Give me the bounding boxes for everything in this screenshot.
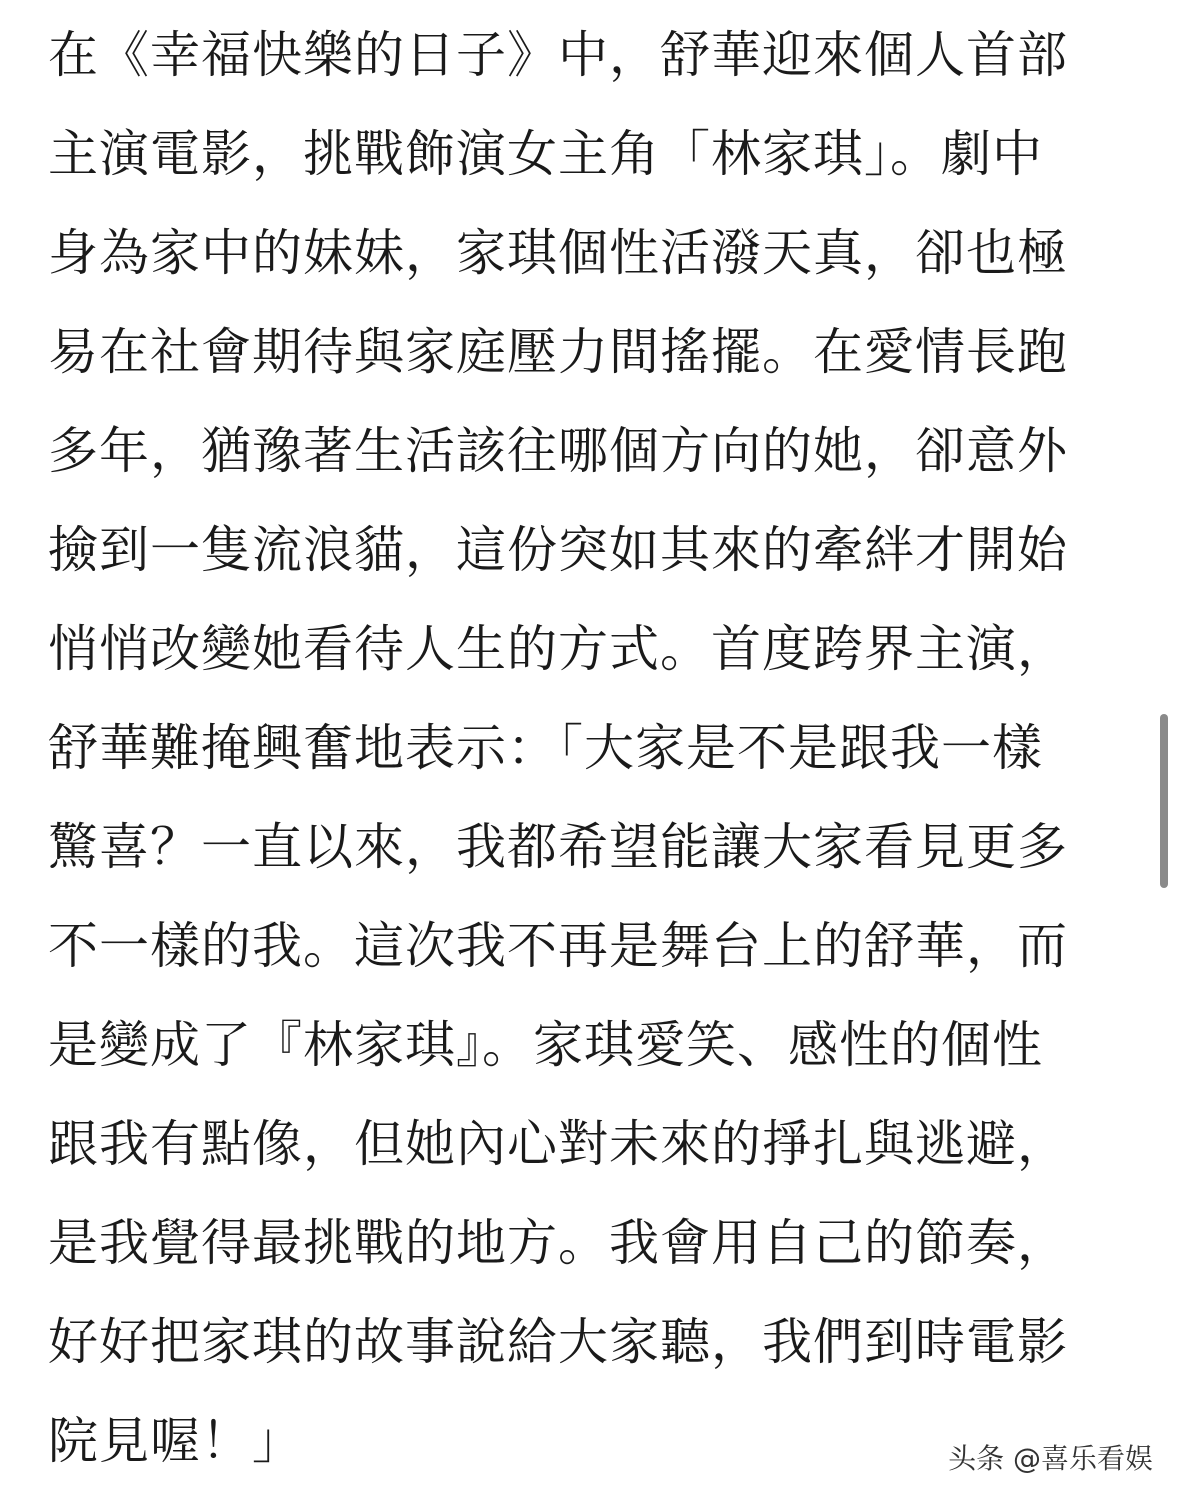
- article-line: 驚喜？一直以來，我都希望能讓大家看見更多: [48, 818, 1068, 876]
- article-line: 撿到一隻流浪貓，這份突如其來的牽絆才開始: [48, 521, 1068, 579]
- watermark: 头条 @喜乐看娱: [948, 1442, 1153, 1475]
- article-line: 是我覺得最挑戰的地方。我會用自己的節奏，: [48, 1214, 1068, 1272]
- article-line: 舒華難掩興奮地表示：「大家是不是跟我一樣: [48, 719, 1043, 777]
- article-line: 是變成了『林家琪』。家琪愛笑、感性的個性: [48, 1016, 1043, 1074]
- scrollbar-thumb[interactable]: [1160, 714, 1168, 888]
- article-line: 多年，猶豫著生活該往哪個方向的她，卻意外: [48, 422, 1068, 480]
- article-line: 不一樣的我。這次我不再是舞台上的舒華，而: [48, 917, 1068, 975]
- article-body: [48, 6, 1128, 1491]
- article-line: 悄悄改變她看待人生的方式。首度跨界主演，: [48, 620, 1068, 678]
- article-line: 好好把家琪的故事說給大家聽，我們到時電影: [48, 1313, 1068, 1371]
- article-line: 在《幸福快樂的日子》中，舒華迎來個人首部: [48, 26, 1068, 84]
- article-line: 主演電影，挑戰飾演女主角「林家琪」。劇中: [48, 125, 1043, 183]
- article-line: 身為家中的妹妹，家琪個性活潑天真，卻也極: [48, 224, 1068, 282]
- article-line: 跟我有點像，但她內心對未來的掙扎與逃避，: [48, 1115, 1068, 1173]
- article-line: 易在社會期待與家庭壓力間搖擺。在愛情長跑: [48, 323, 1068, 381]
- article-line: 院見喔！」: [48, 1412, 303, 1470]
